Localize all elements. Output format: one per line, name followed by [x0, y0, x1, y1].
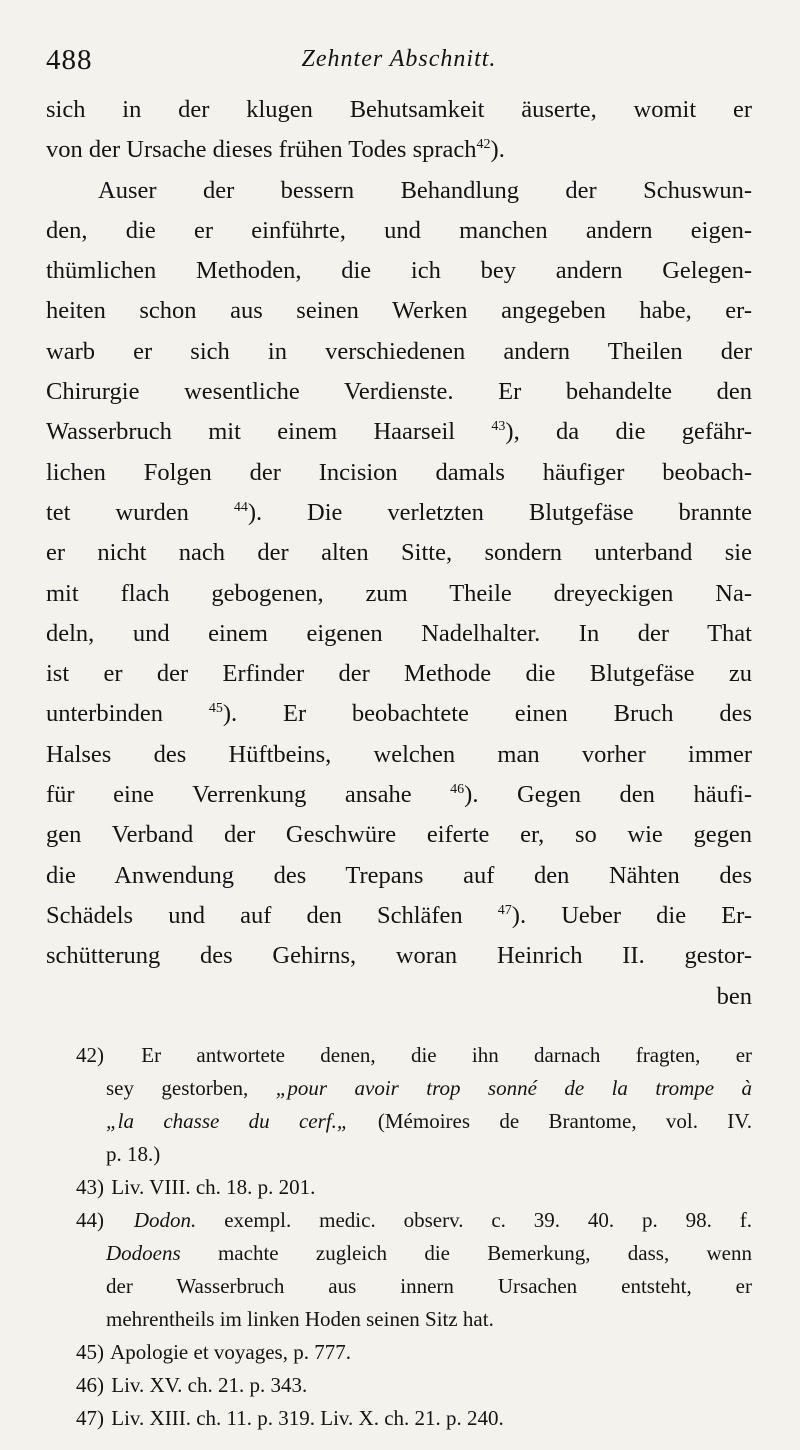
text-line: für eine Verrenkung ansahe $^{46}$). Gegen den häufi-: [46, 781, 752, 809]
footnote-ref: 42: [476, 137, 491, 153]
text-line: lichen Folgen der Incision damals häufiger beobach-: [46, 458, 752, 486]
text-line: den, die er einführte, und manchen andern eigen-: [46, 216, 752, 244]
footnote-ref: 47: [497, 902, 512, 918]
text-line: thümlichen Methoden, die ich bey andern Gelegen-: [46, 257, 752, 285]
footnote-line: Dodoens machte zugleich die Bemerkung, dass, wenn: [106, 1240, 752, 1265]
text-line: tet wurden $^{44}$). Die verletzten Blutgefäse brannte: [46, 498, 753, 526]
footnote-46: 46) Liv. XV. ch. 21. p. 343.: [46, 1369, 752, 1402]
text-line: ist er der Erfinder der Methode die Blutgefäse zu: [46, 660, 752, 688]
text-line: gen Verband der Geschwüre eiferte er, so wie gegen: [46, 821, 752, 849]
text-line: deln, und einem eigenen Nadelhalter. In der That: [46, 619, 752, 647]
text-line: heiten schon aus seinen Werken angegeben habe, er-: [46, 297, 752, 325]
text-line: sich in der klugen Behutsamkeit äuserte, womit er: [46, 96, 752, 123]
footnote-42: 42) Er antwortete denen, die ihn darnach fragten, er: [46, 1039, 752, 1072]
footnote-ref: 44: [233, 499, 248, 515]
main-text: [46, 90, 752, 1017]
footnote-ref: 46: [450, 782, 465, 798]
text-line: die Anwendung des Trepans auf den Nähten des: [46, 861, 752, 889]
text-line: warb er sich in verschiedenen andern Theilen der: [46, 337, 752, 365]
text-line: Halses des Hüftbeins, welchen man vorher immer: [46, 740, 752, 768]
catchword: ben: [716, 982, 752, 1010]
footnote-line: „la chasse du cerf.„ (Mémoires de Brantome, vol. IV.: [106, 1108, 753, 1133]
text-line: er nicht nach der alten Sitte, sondern unterband sie: [46, 539, 752, 567]
page-header: [46, 38, 752, 90]
text-line: mit flach gebogenen, zum Theile dreyeckigen Na-: [46, 579, 752, 607]
footnote-ref: 43: [491, 419, 506, 435]
footnote-line: sey gestorben, „pour avoir trop sonné de la trompe à: [106, 1075, 752, 1100]
footnote-45: 45) Apologie et voyages, p. 777.: [46, 1336, 752, 1369]
footnote-line: der Wasserbruch aus innern Ursachen entsteht, er: [106, 1273, 752, 1298]
footnote-mark: 42): [76, 1042, 104, 1067]
text-line: Chirurgie wesentliche Verdienste. Er behandelte den: [46, 378, 752, 406]
footnote-43: 43) Liv. VIII. ch. 18. p. 201.: [46, 1171, 752, 1204]
footnote-mark: 45): [76, 1339, 104, 1364]
footnote-44: 44) Dodon. exempl. medic. observ. c. 39. 40. p. 98. f.: [46, 1204, 752, 1237]
footnote-ref: 45: [208, 701, 223, 717]
footnote-mark: 43): [76, 1174, 104, 1199]
text-line: schütterung des Gehirns, woran Heinrich II. gestor-: [46, 942, 752, 970]
page-number: 488: [46, 44, 93, 76]
text-line: von der Ursache dieses frühen Todes sprach$^{42}$).: [46, 136, 505, 164]
footnote-mark: 46): [76, 1372, 104, 1397]
running-head: Zehnter Abschnitt.: [301, 46, 497, 72]
footnotes: [46, 1039, 752, 1435]
footnote-mark: 47): [76, 1405, 104, 1430]
footnote-line: mehrentheils im linken Hoden seinen Sitz hat.: [106, 1306, 494, 1331]
text-line: Wasserbruch mit einem Haarseil $^{43}$), da die gefähr-: [46, 418, 753, 446]
footnote-line: p. 18.): [106, 1141, 161, 1166]
text-line: Schädels und auf den Schläfen $^{47}$). Ueber die Er-: [46, 901, 753, 929]
text-line: unterbinden $^{45}$). Er beobachtete einen Bruch des: [46, 700, 752, 728]
footnote-47: 47) Liv. XIII. ch. 11. p. 319. Liv. X. ch. 21. p. 240.: [46, 1402, 752, 1435]
text-line: Auser der bessern Behandlung der Schuswun-: [98, 176, 752, 204]
footnote-mark: 44): [76, 1207, 104, 1232]
